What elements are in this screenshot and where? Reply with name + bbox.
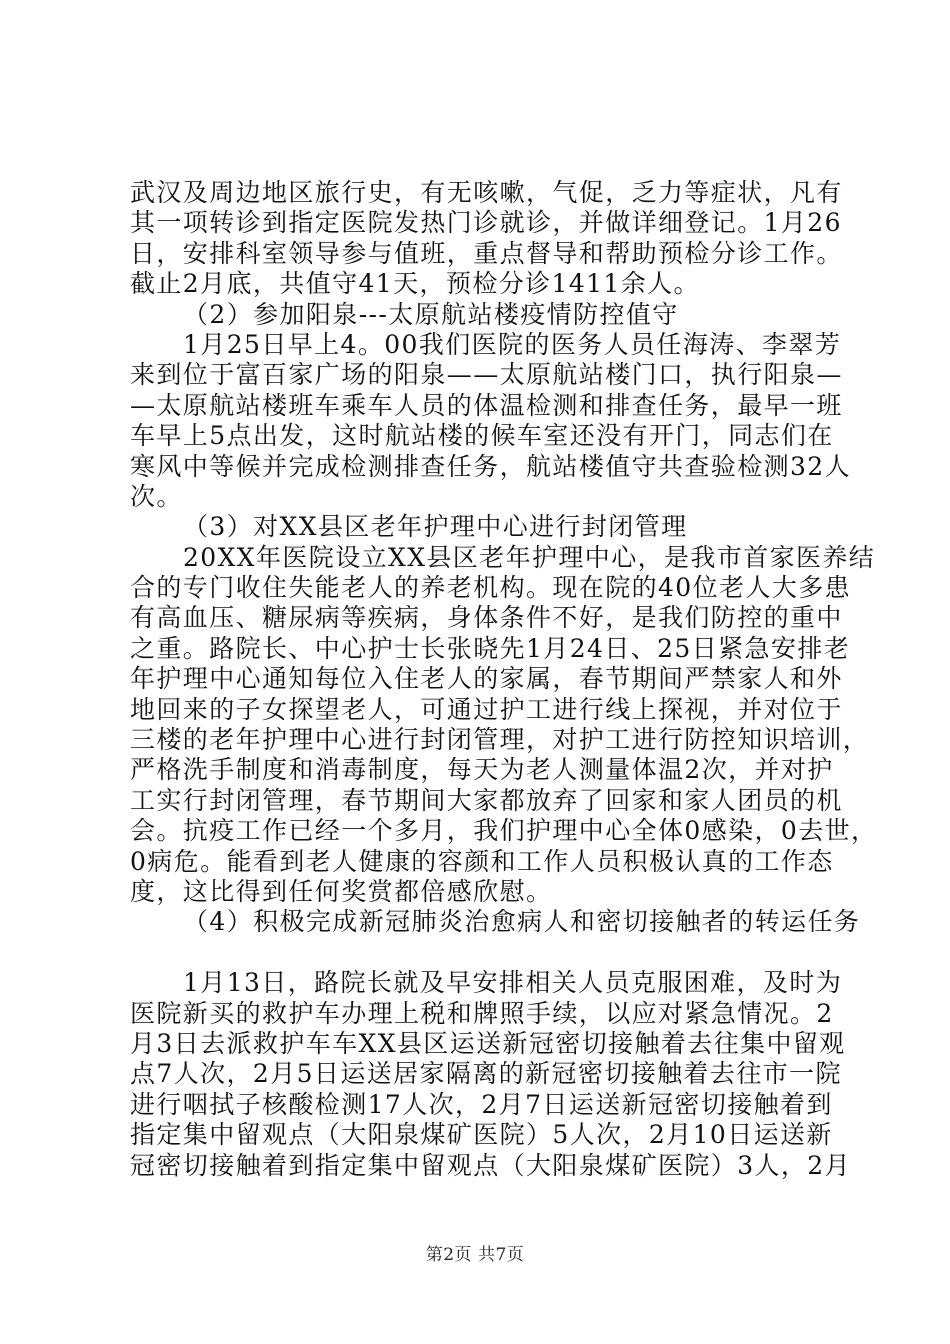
text-line: 会。抗疫工作已经一个多月，我们护理中心全体0感染，0去世， [130, 816, 878, 846]
section-heading-4: （4）积极完成新冠肺炎治愈病人和密切接触者的转运任务 [183, 907, 861, 937]
text-line: 次。 [130, 481, 183, 511]
text-line: 寒风中等候并完成检测排查任务，航站楼值守共查验检测32人 [130, 451, 852, 481]
text-line: 1月25日早上4。00我们医院的医务人员任海涛、李翠芳 [183, 329, 842, 359]
text-line: 严格洗手制度和消毒制度，每天为老人测量体温2次，并对护 [130, 755, 834, 785]
text-line: 指定集中留观点（大阳泉煤矿医院）5人次，2月10日运送新 [130, 1120, 833, 1150]
text-line: 1月13日，路院长就及早安排相关人员克服困难，及时为 [183, 968, 843, 998]
text-line: 武汉及周边地区旅行史，有无咳嗽，气促，乏力等症状，凡有 [130, 178, 843, 207]
text-line: 月3日去派救护车车XX县区运送新冠密切接触着去往集中留观 [130, 1028, 846, 1058]
text-line: 0病危。能看到老人健康的容颜和工作人员积极认真的工作态 [130, 846, 834, 876]
text-line: 截止2月底，共值守41天，预检分诊1411余人。 [130, 269, 700, 299]
text-line: 来到位于富百家广场的阳泉——太原航站楼门口，执行阳泉— [130, 360, 843, 390]
body-text [130, 178, 878, 1181]
paragraph-terminal-duty [130, 329, 852, 512]
text-line: 其一项转诊到指定医院发热门诊就诊，并做详细登记。1月26 [130, 208, 842, 238]
text-line: 年护理中心通知每位入住老人的家属，春节期间严禁家人和外 [130, 664, 843, 694]
text-line: 点7人次，2月5日运送居家隔离的新冠密切接触着去往市一院 [130, 1059, 842, 1089]
section-heading-2: （2）参加阳泉---太原航站楼疫情防控值守 [183, 299, 679, 329]
text-line: 三楼的老年护理中心进行封闭管理，对护工进行防控知识培训， [130, 725, 870, 755]
text-line: 之重。路院长、中心护士长张晓先1月24日、25日紧急安排老 [130, 633, 851, 663]
paragraph-prescreening [130, 178, 843, 300]
text-line: 医院新买的救护车办理上税和牌照手续，以应对紧急情况。2 [130, 998, 834, 1028]
text-line: 有高血压、糖尿病等疾病，身体条件不好，是我们防控的重中 [130, 603, 843, 633]
text-line: 度，这比得到任何奖赏都倍感欣慰。 [130, 876, 553, 906]
text-line: 20XX年医院设立XX县区老年护理中心，是我市首家医养结 [183, 542, 876, 572]
paragraph-elderly-care [130, 542, 878, 908]
text-line: 工实行封闭管理，春节期间大家都放弃了回家和家人团员的机 [130, 785, 843, 815]
text-line: 冠密切接触着到指定集中留观点（大阳泉煤矿医院）3人，2月 [130, 1150, 852, 1180]
section-heading-3: （3）对XX县区老年护理中心进行封闭管理 [183, 512, 688, 542]
text-line: 日，安排科室领导参与值班，重点督导和帮助预检分诊工作。 [130, 238, 843, 268]
text-line: 车早上5点出发，这时航站楼的候车室还没有开门，同志们在 [130, 421, 834, 451]
text-line: 合的专门收住失能老人的养老机构。现在院的40位老人大多患 [130, 573, 852, 603]
text-line: 地回来的子女探望老人，可通过护工进行线上探视，并对位于 [130, 694, 843, 724]
text-line: 进行咽拭子核酸检测17人次，2月7日运送新冠密切接触着到 [130, 1089, 833, 1119]
blank-line [130, 938, 828, 968]
text-line: —太原航站楼班车乘车人员的体温检测和排查任务，最早一班 [130, 390, 843, 420]
paragraph-transfer [130, 968, 852, 1181]
page-number-footer: 第2页 共7页 [425, 1245, 525, 1265]
